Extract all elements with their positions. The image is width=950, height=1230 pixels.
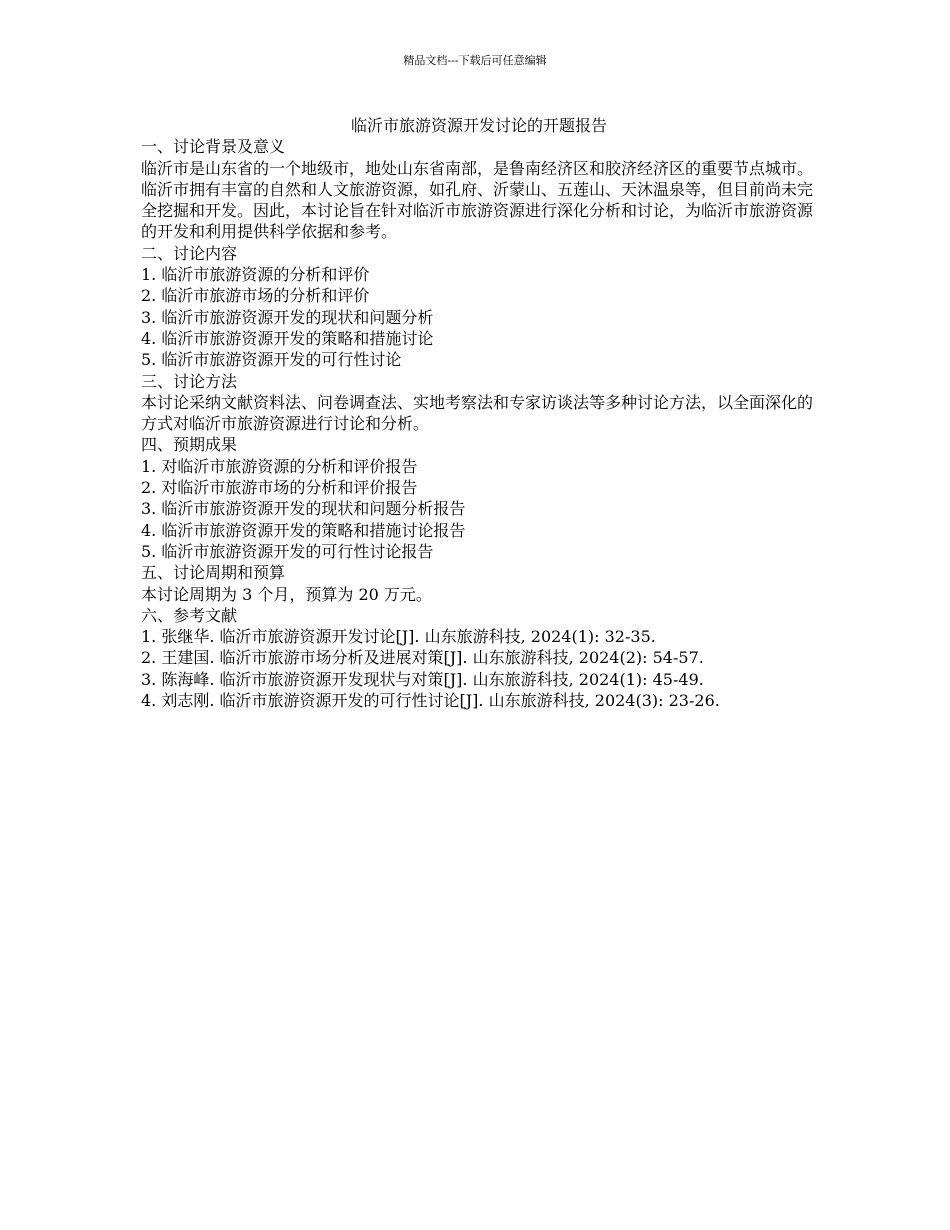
- page-header: 精品文档---下载后可任意编辑: [403, 54, 547, 67]
- section-heading: 二、讨论内容: [141, 243, 238, 263]
- list-item: 2. 对临沂市旅游市场的分析和评价报告: [141, 478, 418, 498]
- document-title: 临沂市旅游资源开发讨论的开题报告: [350, 116, 607, 135]
- section-paragraph: 临沂市是山东省的一个地级市，地处山东省南部，是鲁南经济区和胶济经济区的重要节点城市。临沂市拥有丰富的自然和人文旅游资源，如孔府、沂蒙山、五莲山、天沐温泉等，但目前尚未完全挖掘和开发。因此，本讨论旨在针对临沂市旅游资源进行深化分析和讨论，为临沂市旅游资源的开发和利用提供科学依据和参考。: [141, 158, 814, 242]
- list-item: 5. 临沂市旅游资源开发的可行性讨论报告: [141, 541, 434, 561]
- section-background: [141, 136, 817, 242]
- section-heading: 六、参考文献: [141, 605, 238, 625]
- list-item: 4. 临沂市旅游资源开发的策略和措施讨论报告: [141, 520, 466, 540]
- section-methods: [141, 371, 817, 435]
- reference-item: 1. 张继华. 临沂市旅游资源开发讨论[J]. 山东旅游科技, 2024(1): 32-35.: [141, 627, 656, 647]
- list-item: 1. 临沂市旅游资源的分析和评价: [141, 265, 370, 285]
- section-heading: 五、讨论周期和预算: [141, 563, 286, 583]
- section-heading: 一、讨论背景及意义: [141, 137, 286, 157]
- list-item: 3. 临沂市旅游资源开发的现状和问题分析报告: [141, 499, 466, 519]
- list-item: 1. 对临沂市旅游资源的分析和评价报告: [141, 456, 418, 476]
- section-schedule: [141, 562, 817, 605]
- section-heading: 三、讨论方法: [141, 371, 238, 391]
- reference-item: 4. 刘志刚. 临沂市旅游资源开发的可行性讨论[J]. 山东旅游科技, 2024(3): 23-26.: [141, 691, 720, 711]
- reference-item: 3. 陈海峰. 临沂市旅游资源开发现状与对策[J]. 山东旅游科技, 2024(1): 45-49.: [141, 669, 704, 689]
- section-heading: 四、预期成果: [141, 435, 238, 455]
- document-body: [141, 115, 817, 711]
- list-item: 4. 临沂市旅游资源开发的策略和措施讨论: [141, 328, 434, 348]
- reference-item: 2. 王建国. 临沂市旅游市场分析及进展对策[J]. 山东旅游科技, 2024(2): 54-57.: [141, 648, 704, 668]
- section-paragraph: 本讨论采纳文献资料法、问卷调查法、实地考察法和专家访谈法等多种讨论方法，以全面深化的方式对临沂市旅游资源进行讨论和分析。: [141, 392, 814, 434]
- list-item: 2. 临沂市旅游市场的分析和评价: [141, 286, 370, 306]
- section-content: [141, 243, 817, 371]
- list-item: 5. 临沂市旅游资源开发的可行性讨论: [141, 350, 402, 370]
- section-paragraph: 本讨论周期为 3 个月，预算为 20 万元。: [141, 584, 432, 604]
- list-item: 3. 临沂市旅游资源开发的现状和问题分析: [141, 307, 434, 327]
- section-outcomes: [141, 434, 817, 562]
- section-references: [141, 605, 817, 711]
